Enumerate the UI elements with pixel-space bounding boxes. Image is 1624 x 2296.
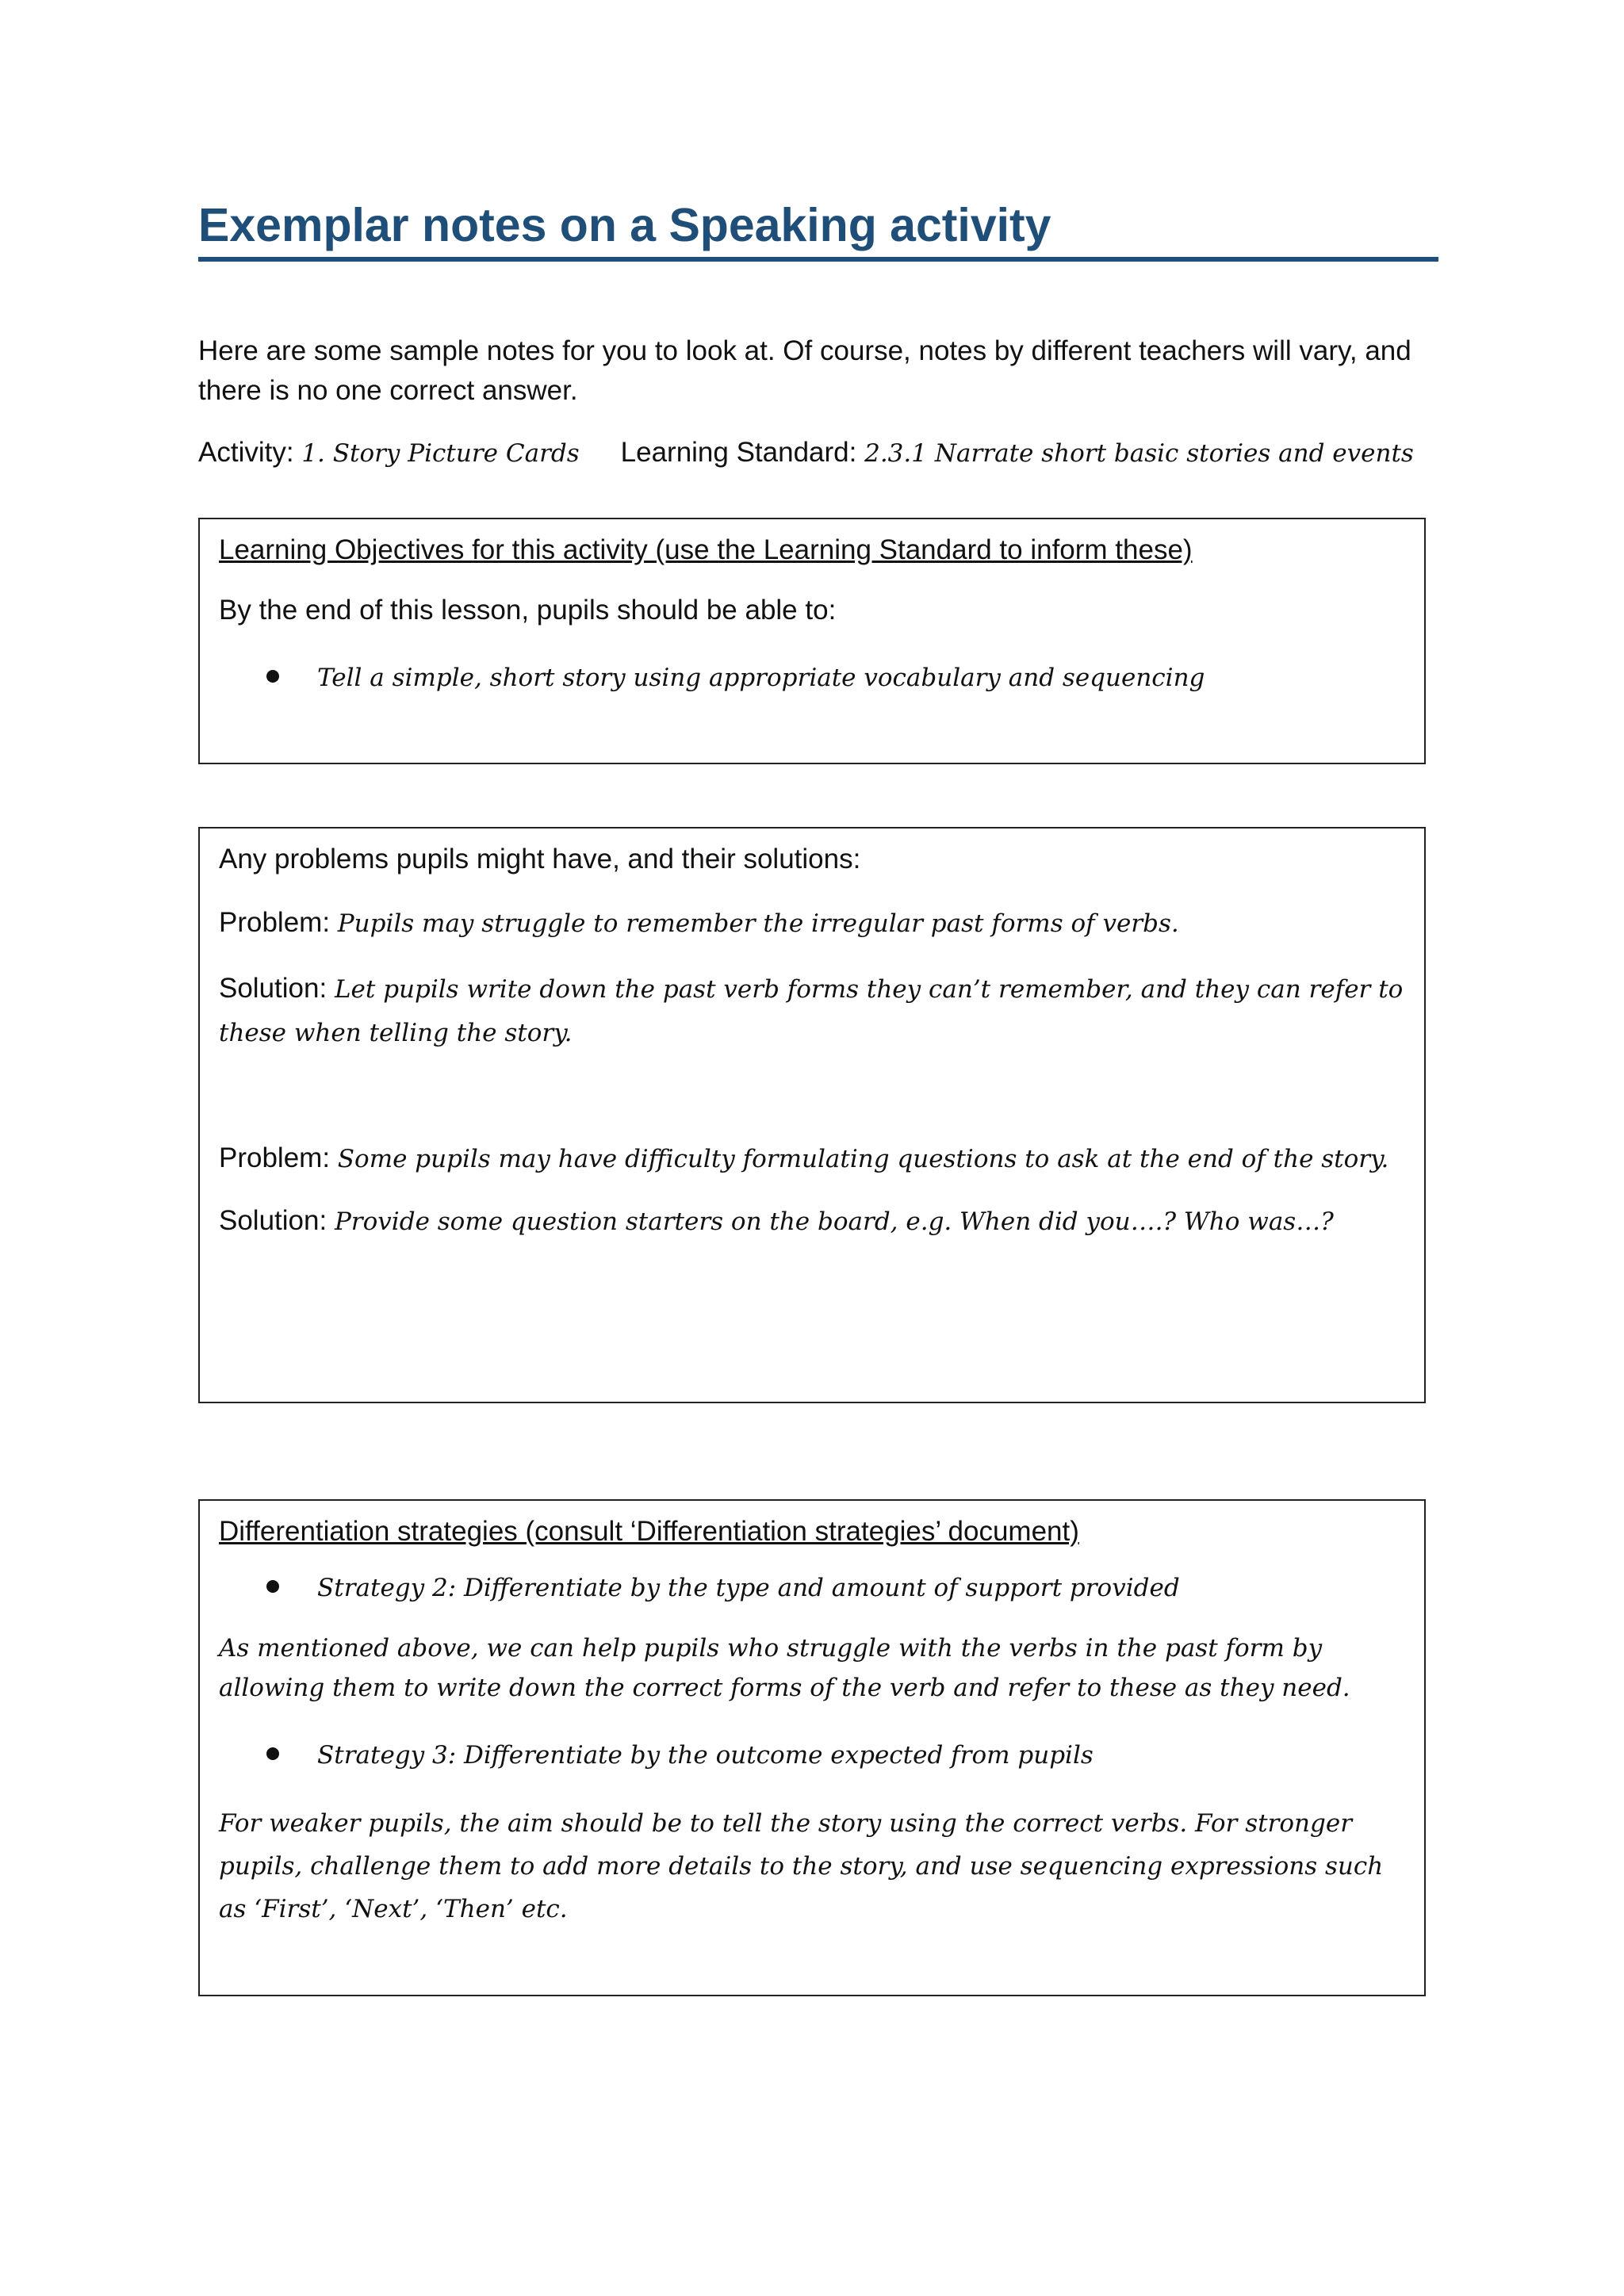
solution-text: Let pupils write down the past verb forms they can’t remember, and they can refer to these when telling the story. xyxy=(219,975,1404,1047)
page-title: Exemplar notes on a Speaking activity xyxy=(198,197,1438,262)
differentiation-box xyxy=(198,1499,1426,1996)
objectives-box xyxy=(198,518,1426,764)
objectives-heading: Learning Objectives for this activity (use the Learning Standard to inform these) xyxy=(219,534,1193,565)
learning-standard-label: Learning Standard: xyxy=(620,437,857,468)
strategy-title: Strategy 3: Differentiate by the outcome expected from pupils xyxy=(317,1741,1094,1770)
bullet-icon xyxy=(266,670,279,683)
activity-line xyxy=(198,433,1483,473)
solution-2 xyxy=(219,1201,1405,1242)
activity-value: 1. Story Picture Cards xyxy=(301,439,580,468)
strategy-note: As mentioned above, we can help pupils who struggle with the verbs in the past form by allowing them to write down the correct forms of the verb and refer to these as they need. xyxy=(219,1634,1350,1702)
strategy-note: For weaker pupils, the aim should be to tell the story using the correct verbs. For stronger pupils, challenge them to add more details to the story, and use sequencing expressions such as ‘First’, ‘Next’, ‘Then’ etc. xyxy=(219,1809,1384,1923)
solution-label: Solution: xyxy=(219,1205,327,1236)
objective-text: Tell a simple, short story using appropriate vocabulary and sequencing xyxy=(317,664,1205,692)
solution-label: Solution: xyxy=(219,973,327,1004)
bullet-icon xyxy=(266,1580,279,1593)
intro-text: Here are some sample notes for you to look at. Of course, notes by different teachers will vary, and there is no one correct answer. xyxy=(198,335,1411,406)
problem-text: Pupils may struggle to remember the irregular past forms of verbs. xyxy=(337,909,1179,938)
list-item xyxy=(219,1567,1405,1608)
strategy-title: Strategy 2: Differentiate by the type and amount of support provided xyxy=(317,1574,1180,1602)
solution-text: Provide some question starters on the board, e.g. xyxy=(334,1207,952,1236)
activity-label: Activity: xyxy=(198,437,294,468)
solution-1 xyxy=(219,967,1405,1054)
differentiation-heading: Differentiation strategies (consult ‘Differentiation strategies’ document) xyxy=(219,1516,1079,1547)
list-item xyxy=(219,657,1405,698)
objectives-lead: By the end of this lesson, pupils should be able to: xyxy=(219,595,837,626)
problem-text: Some pupils may have difficulty formulating questions to ask at the end of the story. xyxy=(337,1145,1389,1173)
problems-box xyxy=(198,827,1426,1403)
learning-standard-value: 2.3.1 Narrate short basic stories and events xyxy=(864,439,1414,468)
problems-heading: Any problems pupils might have, and their solutions: xyxy=(219,844,861,874)
problem-2 xyxy=(219,1137,1405,1181)
problem-label: Problem: xyxy=(219,1142,331,1173)
bullet-icon xyxy=(266,1747,279,1760)
problem-1 xyxy=(219,903,1405,943)
solution-examples: When did you….? Who was…? xyxy=(959,1207,1334,1236)
list-item xyxy=(219,1735,1405,1775)
problem-label: Problem: xyxy=(219,907,331,938)
